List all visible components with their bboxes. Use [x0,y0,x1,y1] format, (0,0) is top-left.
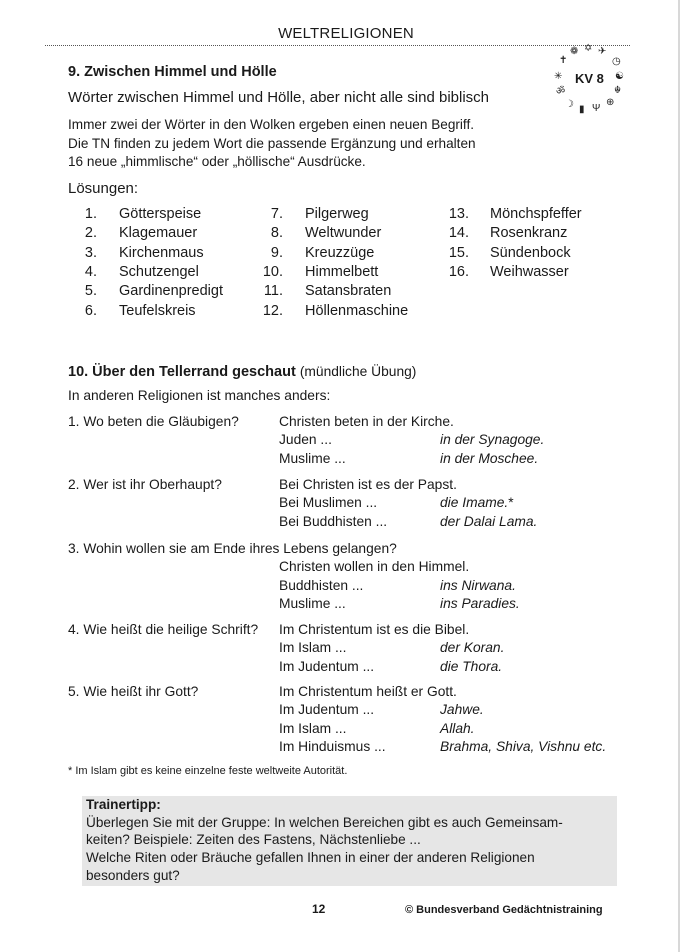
answer-solution [440,450,538,468]
section-10-heading: 10. Über den Tellerrand geschaut [68,364,296,380]
answer-solution [440,577,516,595]
trainer-tip-line: Welche Riten oder Bräuche gefallen Ihnen in einer der anderen Religionen [86,850,535,866]
answer-prompt: Bei Muslimen ... [279,495,378,511]
answer-solution-text: in der Synagoge. [440,432,545,448]
answer-solution-text: Brahma, Shiva, Vishnu etc. [440,738,607,754]
solution-word: Teufelskreis [119,302,196,319]
cross-icon: ✝ [559,55,568,66]
trainer-tip-line: Überlegen Sie mit der Gruppe: In welchen Bereichen gibt es auch Gemeinsam- [86,814,563,830]
footnote: * Im Islam gibt es keine einzelne feste weltweite Autorität. [68,765,348,777]
question: 2. Wer ist ihr Oberhaupt? [68,477,222,492]
solution-number: 11. [263,283,283,300]
answer-solution-text: die Thora. [440,658,503,674]
answer-solution-text: die Imame. [440,495,509,511]
answer-solution-text: der Dalai Lama. [440,513,538,529]
answer-prompt: Bei Buddhisten ... [279,513,388,529]
answer-example: Im Christentum heißt er Gott. [279,684,457,699]
solution-number: 2. [84,225,97,242]
page-number: 12 [312,902,326,916]
solution-word: Höllenmaschine [305,302,409,319]
answer-solution [440,701,484,719]
solution-word: Pilgerweg [305,206,369,222]
solution-word: Himmelbett [305,263,379,280]
section-9-title [68,64,277,80]
solution-word: Weihwasser [490,263,569,280]
answer-prompt: Muslime ... [279,595,346,611]
answer-solution [440,494,514,512]
solution-number: 3. [84,244,97,261]
answer-example: Christen wollen in den Himmel. [279,559,470,575]
solution-number: 10. [262,263,283,280]
answer-prompt: Im Judentum ... [279,658,375,674]
dharma-wheel-icon: ❁ [570,46,579,57]
section-10-title [68,364,416,380]
answer-solution-text: ins Paradies. [440,595,520,611]
ichthys-icon: ✈ [598,46,607,57]
answer-prompt: Im Hinduismus ... [279,738,386,754]
solution-number: 8. [270,225,283,242]
answer-solution [440,738,606,756]
solution-number: 13. [448,206,469,222]
kv-label: KV 8 [575,71,604,86]
star-of-david-icon: ✡ [584,43,593,54]
answer-prompt: Buddhisten ... [279,577,364,593]
solution-number: 7. [270,206,283,222]
answer-solution-text: Allah. [440,720,475,736]
om-icon: ॐ [556,86,566,97]
solution-word: Weltwunder [305,225,382,242]
section-9-subtitle: Wörter zwischen Himmel und Hölle, aber nicht alle sind biblisch [68,89,490,106]
menorah-icon: Ψ [592,103,601,114]
answer-prompt: Juden ... [279,432,332,448]
solution-word: Satansbraten [305,283,392,300]
section-10-intro: In anderen Religionen ist manches anders: [68,388,331,403]
solution-word: Mönchspfeffer [490,206,582,222]
answer-prompt: Im Islam ... [279,720,347,736]
solution-number: 16. [448,263,469,280]
solution-word: Klagemauer [119,225,198,242]
description-line: Immer zwei der Wörter in den Wolken ergeben einen neuen Begriff. [68,117,475,132]
answer-solution [440,639,504,657]
page-header-title: WELTRELIGIONEN [278,25,414,42]
answer-prompt: Muslime ... [279,450,346,466]
answer-solution [440,658,502,676]
description-line: Die TN finden zu jedem Wort die passende Ergänzung und erhalten [68,135,476,151]
header-dotted-divider [45,45,630,46]
solution-number: 5. [84,283,97,300]
solution-word: Kreuzzüge [305,244,375,261]
yin-yang-icon: ☯ [615,71,624,82]
kv-badge [554,44,636,116]
copyright: © Bundesverband Gedächtnistraining [405,904,603,916]
section-9-heading: 9. Zwischen Himmel und Hölle [68,64,277,80]
solution-word: Sündenbock [490,244,571,261]
question: 3. Wohin wollen sie am Ende ihres Lebens gelangen? [68,541,397,556]
solution-number: 14. [448,225,469,242]
candle-icon: ▮ [579,104,585,115]
answer-solution [440,431,544,449]
answer-example: Christen beten in der Kirche. [279,414,454,429]
answer-solution [440,595,520,613]
solution-word: Rosenkranz [490,225,568,242]
section-10-title-note: (mündliche Übung) [299,364,417,379]
solution-number: 12. [262,302,283,319]
trainer-tip-box [82,796,617,886]
question: 1. Wo beten die Gläubigen? [68,414,239,429]
solution-number: 1. [84,206,97,222]
trainer-tip-line: keiten? Beispiele: Zeiten des Fastens, Nächstenliebe ... [86,832,421,848]
solutions-label: Lösungen: [68,180,139,197]
trainer-tip-title: Trainertipp: [86,797,161,812]
footnote-marker: * [508,495,514,511]
solution-number: 9. [270,244,283,261]
star-icon: ✳ [554,71,563,82]
answer-example: Im Christentum ist es die Bibel. [279,622,470,637]
solution-number: 6. [84,302,97,319]
answer-prompt: Im Islam ... [279,640,347,656]
answer-example: Bei Christen ist es der Papst. [279,477,457,492]
trainer-tip-line: besonders gut? [86,867,180,883]
answer-solution-text: in der Moschee. [440,450,539,466]
khanda-icon: ☬ [614,85,622,96]
answer-solution [440,513,537,531]
solution-number: 4. [84,263,97,280]
solution-word: Kirchenmaus [119,244,204,261]
answer-solution [440,720,475,738]
question: 4. Wie heißt die heilige Schrift? [68,622,259,637]
description-line: 16 neue „himmlische“ oder „höllische“ Ausdrücke. [68,154,366,169]
circle-cross-icon: ⊕ [606,97,615,108]
crescent-icon: ☽ [565,99,574,110]
answer-prompt: Im Judentum ... [279,702,375,718]
answer-solution-text: Jahwe. [440,702,484,718]
solution-word: Götterspeise [119,206,202,222]
solution-number: 15. [448,244,469,261]
solution-word: Gardinenpredigt [119,283,223,300]
solution-word: Schutzengel [119,263,199,280]
section-9-description [68,116,538,172]
clock-icon: ◷ [612,56,621,67]
answer-solution-text: der Koran. [440,640,505,656]
question: 5. Wie heißt ihr Gott? [68,684,199,699]
answer-solution-text: ins Nirwana. [440,577,516,593]
